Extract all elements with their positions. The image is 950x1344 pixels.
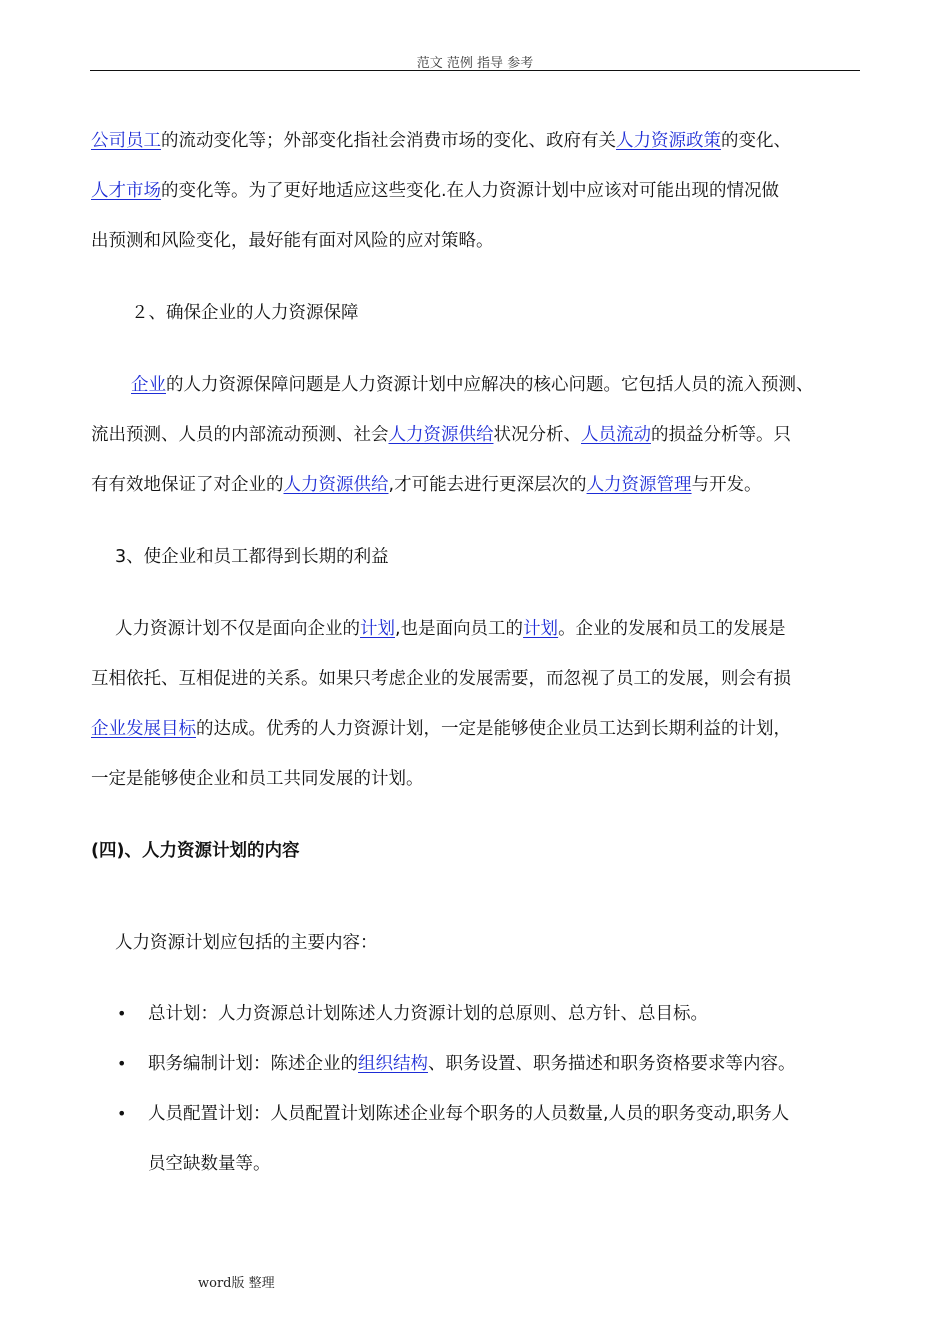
list-item-continuation: 员空缺数量等。 (148, 1154, 271, 1174)
paragraph-line (131, 374, 814, 396)
header-rule (90, 70, 860, 71)
text: 流出预测、人员的内部流动预测、社会 (91, 425, 389, 445)
link-org-structure[interactable]: 组织结构 (358, 1054, 428, 1074)
link-staff-flow[interactable]: 人员流动 (581, 425, 651, 445)
text: 的损益分析等。只 (651, 425, 791, 445)
link-plan[interactable]: 计划 (360, 619, 395, 639)
page-header: 范文 范例 指导 参考 (416, 56, 534, 71)
paragraph-line: 互相依托、互相促进的关系。如果只考虑企业的发展需要，而忽视了员工的发展，则会有损 (91, 669, 791, 689)
text: 与开发。 (691, 475, 762, 495)
text: ,也是面向员工的 (395, 619, 524, 639)
text: 的变化等。为了更好地适应这些变化.在人力资源计划中应该对可能出现的情况做 (161, 181, 780, 201)
paragraph-line (91, 424, 791, 446)
link-talent-market[interactable]: 人才市场 (91, 181, 161, 201)
link-enterprise[interactable]: 企业 (131, 375, 166, 395)
paragraph-line (91, 180, 779, 202)
text: 的达成。优秀的人力资源计划，一定是能够使企业员工达到长期利益的计划， (196, 719, 791, 739)
list-item: 人员配置计划：人员配置计划陈述企业每个职务的人员数量,人员的职务变动,职务人 (148, 1104, 790, 1124)
paragraph-line: 一定是能够使企业和员工共同发展的计划。 (91, 769, 424, 789)
list-item (148, 1053, 796, 1075)
paragraph-line (91, 130, 791, 152)
link-company-staff[interactable]: 公司员工 (91, 131, 161, 151)
text: 人力资源计划不仅是面向企业的 (115, 619, 360, 639)
link-hr-policy[interactable]: 人力资源政策 (616, 131, 721, 151)
intro-text: 人力资源计划应包括的主要内容： (115, 933, 378, 953)
text: 的流动变化等；外部变化指社会消费市场的变化、政府有关 (161, 131, 616, 151)
paragraph-line (91, 718, 791, 740)
link-enterprise-goal[interactable]: 企业发展目标 (91, 719, 196, 739)
subheading: ２、确保企业的人力资源保障 (131, 303, 359, 323)
text: 有有效地保证了对企业的 (91, 475, 284, 495)
text: 、职务设置、职务描述和职务资格要求等内容。 (428, 1054, 796, 1074)
section-title: (四)、人力资源计划的内容 (91, 841, 300, 861)
list-item: 总计划：人力资源总计划陈述人力资源计划的总原则、总方针、总目标。 (148, 1004, 708, 1024)
link-plan[interactable]: 计划 (523, 619, 559, 639)
bullet-icon: • (117, 1054, 127, 1073)
link-hr-supply[interactable]: 人力资源供给 (388, 425, 494, 445)
text: 的变化、 (721, 131, 791, 151)
paragraph-line (115, 618, 786, 640)
link-hr-supply[interactable]: 人力资源供给 (283, 475, 389, 495)
text: 状况分析、 (493, 425, 581, 445)
text: ,才可能去进行更深层次的 (388, 475, 587, 495)
text: 。企业的发展和员工的发展是 (558, 619, 786, 639)
page-footer: word版 整理 (198, 1276, 275, 1291)
link-hr-management[interactable]: 人力资源管理 (586, 475, 692, 495)
paragraph-line: 出预测和风险变化，最好能有面对风险的应对策略。 (91, 231, 494, 251)
bullet-icon: • (117, 1104, 127, 1123)
text: 职务编制计划：陈述企业的 (148, 1054, 358, 1074)
text: 的人力资源保障问题是人力资源计划中应解决的核心问题。它包括人员的流入预测、 (166, 375, 814, 395)
subheading: 3、使企业和员工都得到长期的利益 (115, 547, 389, 567)
bullet-icon: • (117, 1004, 127, 1023)
paragraph-line (91, 474, 762, 496)
